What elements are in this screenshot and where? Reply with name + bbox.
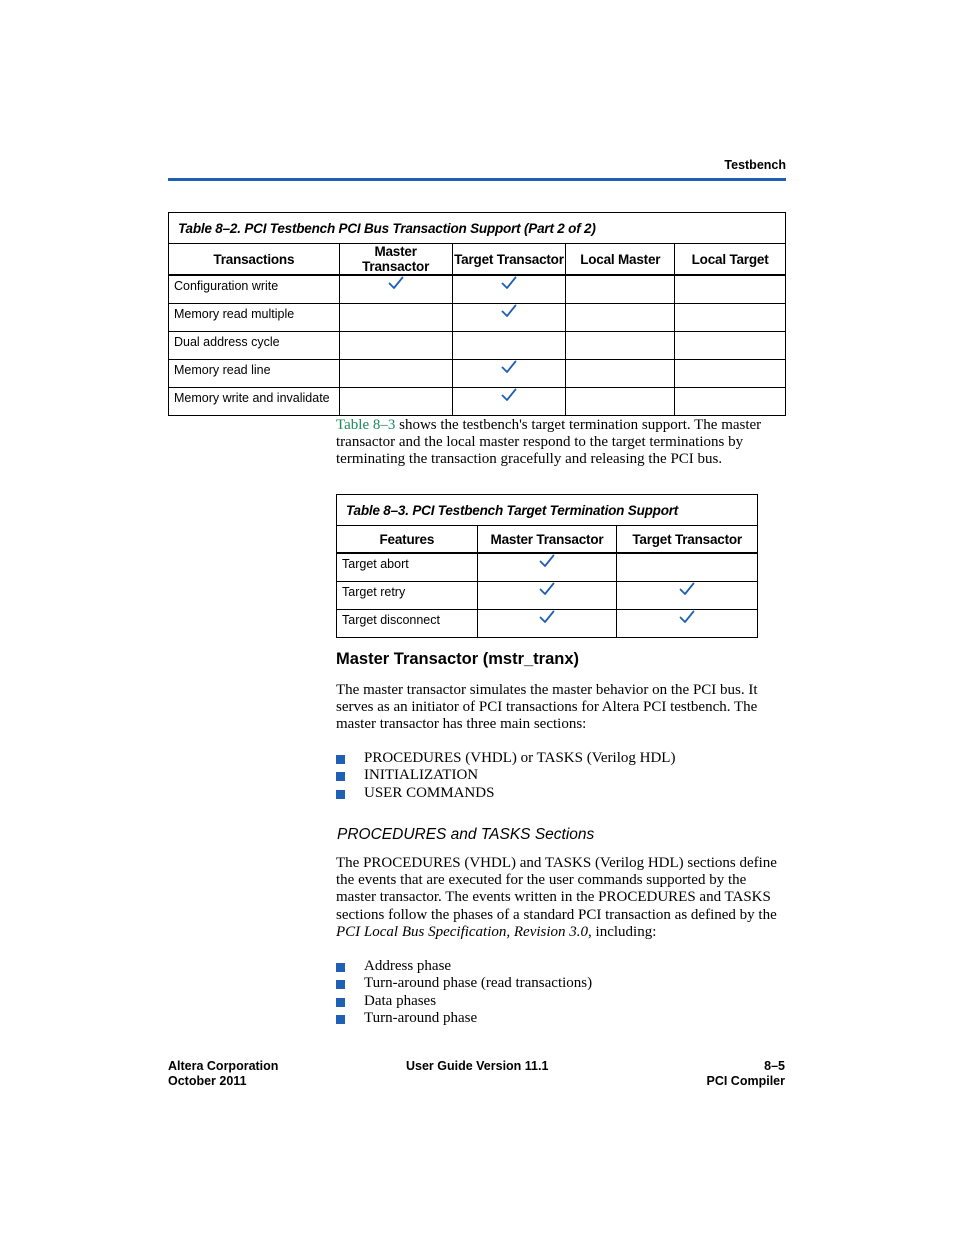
check-cell	[477, 582, 617, 610]
table-row	[169, 360, 786, 388]
list-item	[336, 975, 592, 992]
check-icon	[501, 276, 517, 290]
column-header: Target Transactor	[452, 244, 566, 276]
check-icon	[501, 304, 517, 318]
list-item-text: Data phases	[364, 992, 437, 1009]
check-cell	[477, 553, 617, 582]
check-cell	[339, 388, 452, 416]
row-label: Memory read line	[169, 360, 340, 388]
table-row	[337, 582, 758, 610]
table-caption: Table 8–3. PCI Testbench Target Termination Support	[337, 495, 758, 526]
list-item	[336, 993, 592, 1010]
column-header: Features	[337, 526, 478, 554]
list-item-text: Address phase	[364, 958, 452, 974]
check-cell	[566, 332, 675, 360]
list-item-text: INITIALIZATION	[364, 767, 479, 784]
footer-date: October 2011	[168, 1074, 247, 1088]
check-cell	[675, 304, 786, 332]
check-cell	[617, 553, 758, 582]
column-header: Transactions	[169, 244, 340, 276]
check-cell	[566, 304, 675, 332]
square-bullet-icon	[336, 790, 345, 799]
check-cell	[675, 275, 786, 304]
table-caption: Table 8–2. PCI Testbench PCI Bus Transaction Support (Part 2 of 2)	[169, 213, 786, 244]
section-heading: Master Transactor (mstr_tranx)	[336, 650, 580, 668]
check-cell	[617, 610, 758, 638]
list-item	[336, 785, 675, 802]
footer-product: PCI Compiler	[706, 1074, 785, 1088]
list-item	[336, 750, 675, 767]
section-bullet-list	[336, 750, 675, 802]
square-bullet-icon	[336, 998, 345, 1007]
square-bullet-icon	[336, 1015, 345, 1024]
footer-company: Altera Corporation	[168, 1059, 279, 1073]
check-icon	[388, 276, 404, 290]
row-label: Target abort	[337, 553, 478, 582]
table-row	[337, 610, 758, 638]
phase-bullet-list	[336, 958, 592, 1027]
table-8-3	[336, 494, 758, 638]
footer-page-number: 8–5	[764, 1059, 785, 1073]
square-bullet-icon	[336, 963, 345, 972]
subsection-heading: PROCEDURES and TASKS Sections	[337, 826, 595, 843]
intro-paragraph	[336, 417, 788, 469]
spec-title: PCI Local Bus Specification, Revision 3.0	[336, 923, 589, 940]
check-cell	[452, 304, 566, 332]
check-cell	[675, 360, 786, 388]
row-label: Target retry	[337, 582, 478, 610]
table-row	[169, 332, 786, 360]
list-item-text: USER COMMANDS	[364, 784, 495, 801]
table-link[interactable]: Table 8–3	[336, 417, 396, 433]
list-item-text: Turn-around phase	[364, 1009, 478, 1026]
intro-text: shows the testbench's target termination support. The master transactor and the local master respond to the target terminations by terminating the transaction gracefully and releasing the PCI bus.	[336, 417, 762, 468]
column-header: Target Transactor	[617, 526, 758, 554]
check-icon	[539, 582, 555, 596]
row-label: Configuration write	[169, 275, 340, 304]
list-item-text: Turn-around phase (read transactions)	[364, 975, 593, 992]
list-item	[336, 958, 592, 975]
check-cell	[477, 610, 617, 638]
column-header: Local Target	[675, 244, 786, 276]
square-bullet-icon	[336, 772, 345, 781]
table-row	[169, 275, 786, 304]
check-cell	[339, 304, 452, 332]
check-cell	[675, 388, 786, 416]
list-item-text: PROCEDURES (VHDL) or TASKS (Verilog HDL)	[364, 750, 676, 766]
check-cell	[452, 388, 566, 416]
row-label: Memory read multiple	[169, 304, 340, 332]
check-cell	[452, 332, 566, 360]
section-paragraph: The master transactor simulates the master behavior on the PCI bus. It serves as an initiator of PCI transactions for Altera PCI testbench. The master transactor has three main sections:	[336, 682, 758, 733]
check-cell	[566, 360, 675, 388]
row-label: Target disconnect	[337, 610, 478, 638]
list-item	[336, 1010, 592, 1027]
check-cell	[452, 275, 566, 304]
row-label: Memory write and invalidate	[169, 388, 340, 416]
check-cell	[566, 388, 675, 416]
footer-left	[168, 1059, 278, 1089]
list-item	[336, 767, 675, 784]
column-header: Master Transactor	[477, 526, 617, 554]
check-cell	[339, 360, 452, 388]
check-cell	[617, 582, 758, 610]
footer-right	[600, 1059, 785, 1089]
subsection-paragraph	[336, 855, 788, 941]
check-cell	[339, 332, 452, 360]
check-icon	[539, 554, 555, 568]
check-icon	[679, 582, 695, 596]
square-bullet-icon	[336, 980, 345, 989]
check-icon	[501, 360, 517, 374]
column-header: Master Transactor	[339, 244, 452, 276]
row-label: Dual address cycle	[169, 332, 340, 360]
check-cell	[566, 275, 675, 304]
check-cell	[675, 332, 786, 360]
header-rule	[168, 178, 786, 181]
check-icon	[679, 610, 695, 624]
check-cell	[452, 360, 566, 388]
table-row	[169, 388, 786, 416]
footer-center: User Guide Version 11.1	[406, 1059, 549, 1073]
table-row	[169, 304, 786, 332]
check-icon	[539, 610, 555, 624]
check-icon	[501, 388, 517, 402]
column-header: Local Master	[566, 244, 675, 276]
check-cell	[339, 275, 452, 304]
square-bullet-icon	[336, 755, 345, 764]
subsection-text-end: , including:	[588, 923, 657, 940]
table-row	[337, 553, 758, 582]
table-8-2	[168, 212, 786, 416]
subsection-text: The PROCEDURES (VHDL) and TASKS (Verilog HDL) sections define the events that are executed for the user commands supported by the master transactor. The events written in the PROCEDURES and TASKS sections follow the phases of a standard PCI transaction as defined by the	[336, 855, 777, 923]
running-header: Testbench	[724, 158, 786, 172]
